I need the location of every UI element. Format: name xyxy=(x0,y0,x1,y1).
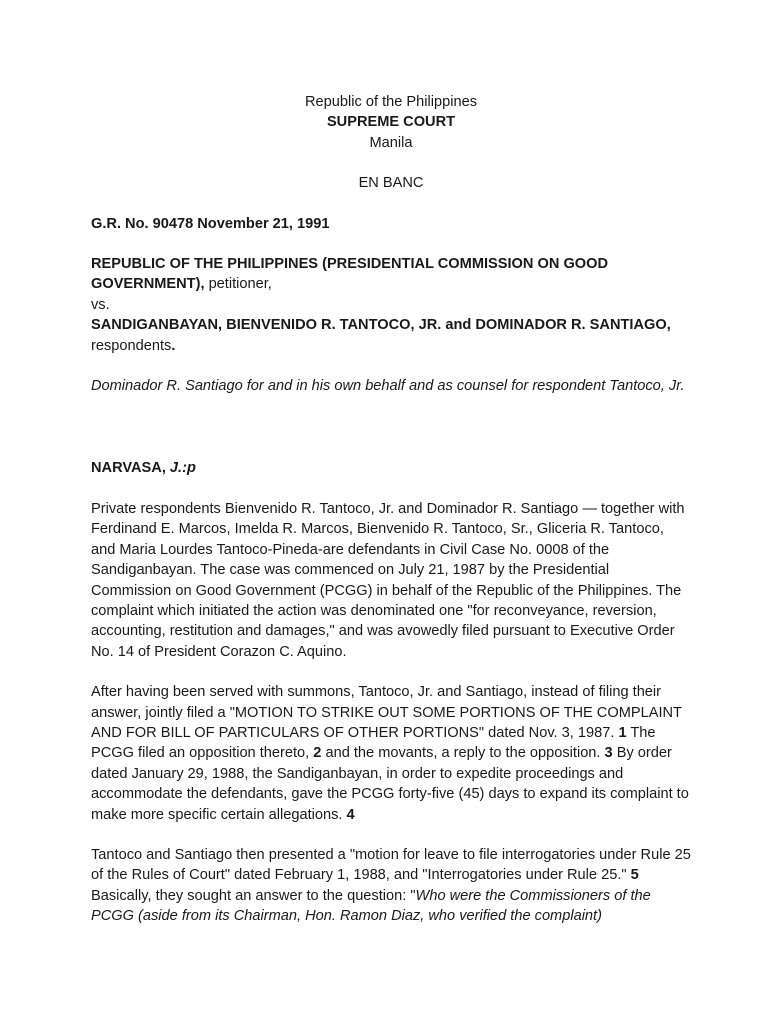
court-division: EN BANC xyxy=(358,175,424,192)
case-number: G.R. No. 90478 November 21, 1991 xyxy=(91,215,330,232)
author-name: NARVASA, xyxy=(91,460,166,477)
author-title: J.:p xyxy=(165,460,196,477)
case-parties xyxy=(91,254,691,356)
paragraph-3-question: Who were the Commissioners of the PCGG (aside from its Chairman, Hon. Ramon Diaz, who verified the complaint) xyxy=(91,887,651,925)
paragraph-3 xyxy=(91,845,691,927)
opinion-author xyxy=(91,458,691,478)
paragraph-3-text: Basically, they sought an answer to the question: " xyxy=(91,887,416,904)
paragraph-2-text: After having been served with summons, Tantoco, Jr. and Santiago, instead of filing their answer, jointly filed a "MOTION TO STRIKE OUT SOME PORTIONS OF THE COMPLAINT AND FOR BILL OF PARTICULARS OF OTHER PORTIONS" dated Nov. 3, 1987. xyxy=(91,684,682,741)
paragraph-3-text: Tantoco and Santiago then presented a "motion for leave to file interrogatories under Rule 25 of the Rules of Court" dated February 1, 1988, and "Interrogatories under Rule 25." xyxy=(91,846,691,884)
respondents-name: SANDIGANBAYAN, BIENVENIDO R. TANTOCO, JR. and DOMINADOR R. SANTIAGO, xyxy=(91,317,671,334)
paragraph-2-text: The PCGG filed an opposition thereto, xyxy=(91,724,656,762)
court-header xyxy=(91,92,691,194)
footnote-3-link[interactable]: 3 xyxy=(604,745,613,762)
footnote-1-link[interactable]: 1 xyxy=(618,724,627,741)
versus-label: vs. xyxy=(91,296,110,313)
republic-line: Republic of the Philippines xyxy=(305,94,477,110)
counsel-note: Dominador R. Santiago for and in his own behalf and as counsel for respondent Tantoco, Jr. xyxy=(91,378,685,395)
court-name: SUPREME COURT xyxy=(326,114,456,131)
document-page xyxy=(91,92,691,927)
petitioner-name: REPUBLIC OF THE PHILIPPINES (PRESIDENTIAL COMMISSION ON GOOD GOVERNMENT), xyxy=(91,256,609,293)
footnote-4-link[interactable]: 4 xyxy=(346,806,355,823)
respondents-role: respondents xyxy=(91,337,172,354)
paragraph-2-text: By order dated January 29, 1988, the Sandiganbayan, in order to expedite proceedings and accommodate the defendants, gave the PCGG forty-five (45) days to expand its complaint to make more specific certain allegations. xyxy=(91,745,689,823)
paragraph-2 xyxy=(91,682,691,825)
petitioner-role: petitioner, xyxy=(204,276,272,293)
paragraph-1: Private respondents Bienvenido R. Tantoco, Jr. and Dominador R. Santiago — together with Ferdinand E. Marcos, Imelda R. Marcos, Bienvenido R. Tantoco, Sr., Gliceria R. Tantoco, and Maria Lourdes Tantoco-Pineda-are defendants in Civil Case No. 0008 of the Sandiganbayan. The case was commenced on July 21, 1987 by the Presidential Commission on Good Government (PCGG) in behalf of the Republic of the Philippines. The complaint which initiated the action was denominated one "for reconveyance, reversion, accounting, restitution and damages," and was avowedly filed pursuant to Executive Order No. 14 of President Corazon C. Aquino. xyxy=(91,500,685,660)
footnote-2-link[interactable]: 2 xyxy=(313,745,322,762)
court-city: Manila xyxy=(369,134,413,151)
footnote-5-link[interactable]: 5 xyxy=(630,867,639,884)
paragraph-2-text: and the movants, a reply to the opposition. xyxy=(321,745,605,762)
respondents-period: . xyxy=(171,337,176,354)
